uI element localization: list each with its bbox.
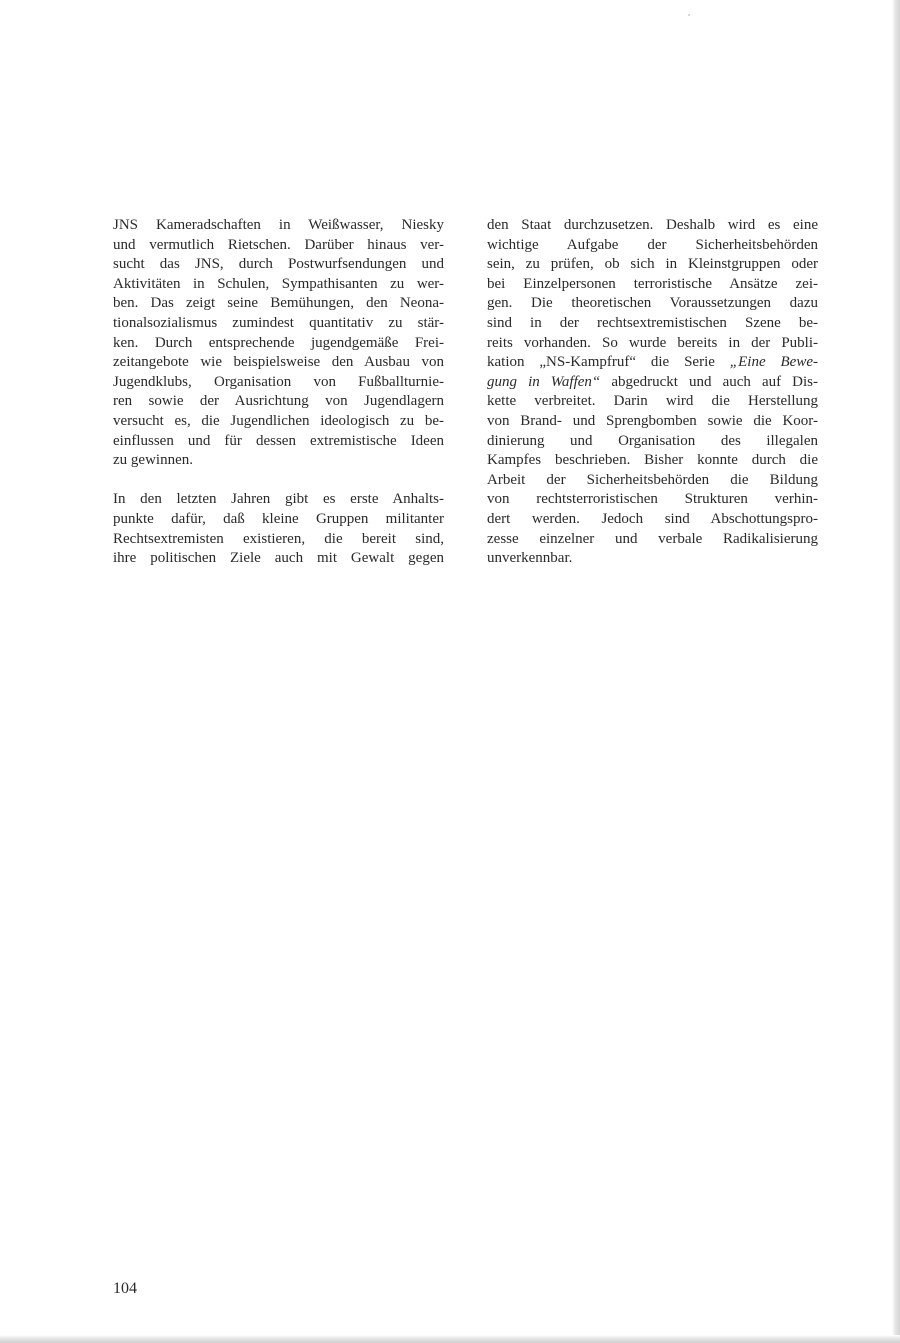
text-line: Kampfes beschrieben. Bisher konnte durch die	[487, 452, 818, 469]
text-line: zesse einzelner und verbale Radikalisierung	[487, 530, 818, 547]
text-line: dinierung und Organisation des illegalen	[487, 432, 818, 449]
page-number: 104	[113, 1280, 137, 1297]
text-line: ken. Durch entsprechende jugendgemäße Frei-	[113, 334, 444, 351]
text-line	[487, 373, 818, 393]
text-line: JNS Kameradschaften in Weißwasser, Niesky	[113, 217, 444, 233]
text-line: ren sowie der Ausrichtung von Jugendlagern	[113, 393, 444, 410]
page-edge-shadow-right	[892, 0, 900, 1343]
text-line: sein, zu prüfen, ob sich in Kleinstgruppen oder	[487, 256, 818, 273]
text-line: In den letzten Jahren gibt es erste Anhalts-	[113, 491, 444, 508]
text-line: reits vorhanden. So wurde bereits in der Publi-	[487, 334, 818, 351]
text-line: wichtige Aufgabe der Sicherheitsbehörden	[487, 236, 818, 253]
text-line: von Brand- und Sprengbomben sowie die Koor-	[487, 412, 818, 429]
text-line: Arbeit der Sicherheitsbehörden die Bildung	[487, 471, 818, 488]
paragraph	[113, 216, 444, 471]
scan-speck	[688, 14, 690, 16]
text-line: gen. Die theoretischen Voraussetzungen dazu	[487, 295, 818, 312]
text-line: sucht das JNS, durch Postwurfsendungen und	[113, 256, 444, 273]
text-line: sind in der rechtsextremistischen Szene be-	[487, 314, 818, 331]
text-line: Rechtsextremisten existieren, die bereit sind,	[113, 530, 444, 547]
text-line: von rechtsterroristischen Strukturen verhin-	[487, 491, 818, 508]
text-line: Aktivitäten in Schulen, Sympathisanten zu wer-	[113, 275, 444, 292]
text-line: punkte dafür, daß kleine Gruppen militanter	[113, 510, 444, 527]
right-column	[487, 216, 818, 569]
text-line: Jugendklubs, Organisation von Fußballturnie-	[113, 373, 444, 390]
paragraph	[113, 490, 444, 568]
text-line: bei Einzelpersonen terroristische Ansätze zei-	[487, 275, 818, 292]
text-line: zu gewinnen.	[113, 452, 193, 469]
left-column	[113, 216, 444, 569]
paragraph-gap	[113, 471, 444, 491]
text-line: ben. Das zeigt seine Bemühungen, den Neona-	[113, 295, 444, 312]
text-line: und vermutlich Rietschen. Darüber hinaus ver-	[113, 236, 444, 253]
text-line: tionalsozialismus zumindest quantitativ zu stär-	[113, 314, 444, 331]
text-line: ihre politischen Ziele auch mit Gewalt gegen	[113, 550, 444, 567]
text-line: versucht es, die Jugendlichen ideologisch zu be-	[113, 412, 444, 429]
text-line	[487, 353, 818, 373]
text-line: einflussen und für dessen extremistische Ideen	[113, 432, 444, 449]
text-line: den Staat durchzusetzen. Deshalb wird es eine	[487, 217, 818, 233]
series-title-italic: „Eine Bewe-	[729, 354, 818, 371]
series-title-italic: gung in Waffen“	[487, 373, 601, 390]
text-segment: kation „NS-Kampfruf“ die Serie	[487, 354, 730, 371]
text-segment: abgedruckt und auch auf Dis-	[600, 373, 818, 390]
text-line: kette verbreitet. Darin wird die Herstellung	[487, 393, 818, 410]
text-line: unverkennbar.	[487, 550, 573, 567]
text-line: dert werden. Jedoch sind Abschottungspro-	[487, 510, 818, 527]
page-edge-shadow-bottom	[0, 1335, 900, 1343]
text-line: zeitangebote wie beispielsweise den Ausbau von	[113, 354, 444, 371]
